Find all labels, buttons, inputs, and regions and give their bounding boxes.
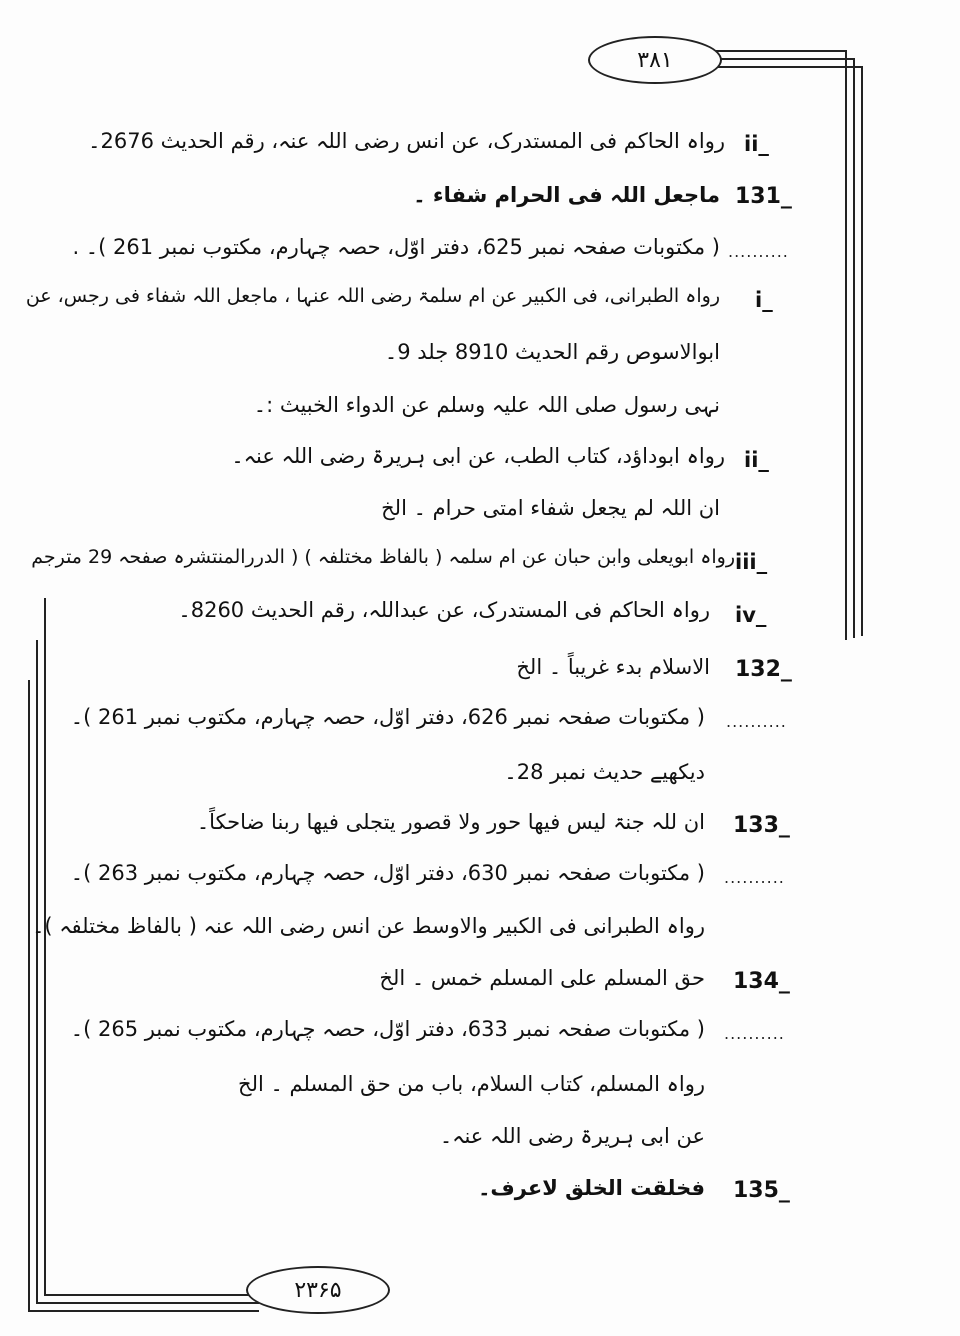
frame-bottom-line-3 bbox=[28, 1310, 259, 1312]
frame-right-line-2 bbox=[853, 58, 855, 638]
entry-text: دیکھیے حدیث نمبر 28۔ bbox=[504, 760, 705, 784]
entry-number-133: 133_ bbox=[733, 813, 790, 838]
entry-text: ( مکتوبات صفحہ نمبر 625، دفتر اوّل، حصہ چہارم، مکتوب نمبر 261 )۔ . bbox=[72, 235, 720, 259]
frame-right-line-3 bbox=[861, 66, 863, 636]
entry-marker-ii: ii_ bbox=[744, 132, 769, 156]
page-number-top: ۳۸۱ bbox=[588, 36, 722, 84]
entry-text: رواہ الطبرانی، فی الکبیر عن ام سلمۃ رضی اللہ عنہا ، ماجعل اللہ شفاء فی رجس، عن bbox=[25, 285, 720, 307]
entry-text: ( مکتوبات صفحہ نمبر 630، دفتر اوّل، حصہ چہارم، مکتوب نمبر 263 )۔ bbox=[70, 861, 705, 885]
entry-text: ان للہ جنۃ لیس فیھا حور ولا قصور یتجلی فیھا ربنا ضاحکاً۔ bbox=[196, 810, 705, 834]
entry-marker-iii: iii_ bbox=[735, 550, 768, 574]
entry-number-135: 135_ bbox=[733, 1178, 790, 1203]
entry-text: ماجعل اللہ فی الحرام شفاء ۔ bbox=[413, 183, 720, 207]
entry-text: عن ابی ہریرۃ رضی اللہ عنہ۔ bbox=[439, 1124, 705, 1148]
entry-dots: .......... bbox=[724, 1024, 785, 1043]
entry-number-134: 134_ bbox=[733, 969, 790, 994]
entry-text: ( مکتوبات صفحہ نمبر 626، دفتر اوّل، حصہ چہارم، مکتوب نمبر 261 )۔ bbox=[70, 705, 705, 729]
entry-text: رواہ الطبرانی فی الکبیر والاوسط عن انس رضی اللہ عنہ ( بالفاظ مختلفہ )۔ bbox=[32, 914, 705, 938]
page-number-bottom: ۲۳۶۵ bbox=[246, 1266, 390, 1314]
frame-left-line-3 bbox=[28, 680, 30, 1310]
entry-text: رواہ الحاکم فی المستدرک، عن انس رضی اللہ عنہ، رقم الحدیث 2676۔ bbox=[88, 129, 725, 153]
frame-bottom-line-1 bbox=[44, 1294, 259, 1296]
entry-text: حق المسلم علی المسلم خمس ۔ الخ bbox=[379, 966, 705, 990]
entry-text: رواہ المسلم، کتاب السلام، باب من حق المسلم ۔ الخ bbox=[238, 1072, 705, 1096]
entry-marker-ii: ii_ bbox=[744, 448, 769, 472]
frame-left-line-2 bbox=[36, 640, 38, 1302]
entry-text: فخلقت الخلق لاعرف۔ bbox=[478, 1176, 705, 1200]
entry-text: رواہ ابویعلی وابن حبان عن ام سلمہ ( بالفاظ مختلفہ ) ( الدررالمنتشرہ صفحہ 29 مترجم bbox=[31, 546, 735, 568]
entry-number-132: 132_ bbox=[735, 657, 792, 682]
entry-dots: .......... bbox=[728, 242, 789, 261]
entry-text: ابوالاسوص رقم الحدیث 8910 جلد 9۔ bbox=[384, 340, 720, 364]
frame-right-line-1 bbox=[845, 50, 847, 640]
entry-marker-iv: iv_ bbox=[735, 603, 767, 627]
entry-text: الاسلام بدء غریباً ۔ الخ bbox=[516, 655, 710, 679]
entry-dots: .......... bbox=[724, 868, 785, 887]
entry-text: رواہ الحاکم فی المستدرک، عن عبداللہ، رقم الحدیث 8260۔ bbox=[178, 598, 710, 622]
entry-text: ( مکتوبات صفحہ نمبر 633، دفتر اوّل، حصہ چہارم، مکتوب نمبر 265 )۔ bbox=[70, 1017, 705, 1041]
frame-left-line-1 bbox=[44, 598, 46, 1294]
entry-dots: .......... bbox=[726, 712, 787, 731]
entry-text: نہی رسول صلی اللہ علیہ وسلم عن الدواء الخبیث :۔ bbox=[253, 393, 720, 417]
frame-bottom-line-2 bbox=[36, 1302, 259, 1304]
entry-number-131: 131_ bbox=[735, 184, 792, 209]
entry-text: رواہ ابوداؤد، کتاب الطب، عن ابی ہریرۃ رضی اللہ عنہ۔ bbox=[231, 444, 725, 468]
entry-marker-i: i_ bbox=[755, 288, 773, 312]
entry-text: ان اللہ لم یجعل شفاء امتی حرام ۔ الخ bbox=[381, 496, 720, 520]
